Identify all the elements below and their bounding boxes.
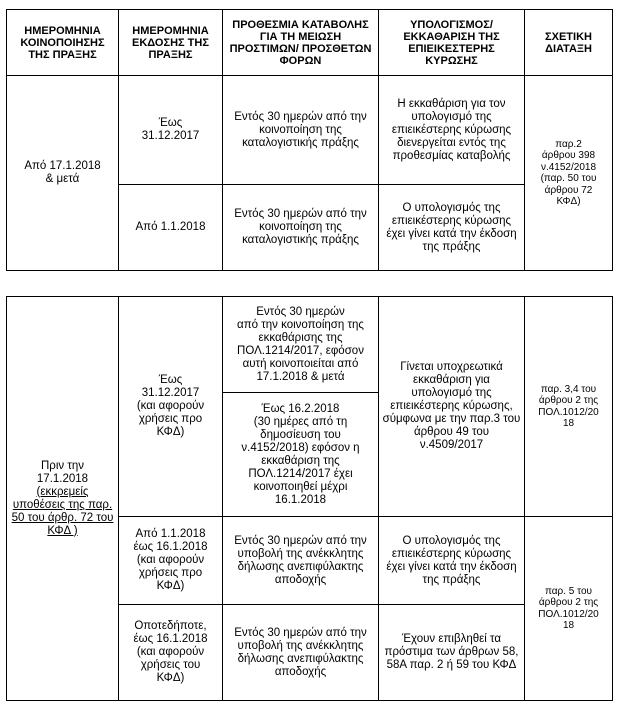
issue-date-cell: Οποτεδήποτε, έως 16.1.2018 (και αφορούν χρήσεις του ΚΦΔ) (119, 605, 223, 701)
issue-date-cell: Από 1.1.2018 (119, 185, 223, 271)
calculation-cell: Γίνεται υποχρεωτικά εκκαθάριση για υπολογισμό της επιεικέστερης κύρωσης, σύμφωνα με την παρ.3 του άρθρου 49 του ν.4509/2017 (379, 297, 525, 517)
calculation-cell: Η εκκαθάριση για τον υπολογισμό της επιεικέστερης κύρωσης διενεργείται εντός της προθεσμίας καταβολής (379, 76, 525, 185)
header-payment-deadline: ΠΡΟΘΕΣΜΙΑ ΚΑΤΑΒΟΛΗΣ ΓΙΑ ΤΗ ΜΕΙΩΣΗ ΠΡΟΣΤΙΜΩΝ/ ΠΡΟΣΘΕΤΩΝ ΦΟΡΩΝ (223, 10, 379, 76)
deadline-cell: Έως 16.2.2018 (30 ημέρες από τη δημοσίευση του ν.4152/2018) εφόσον η εκκαθάριση της ΠΟΛ.1214/2017 έχει κοινοποιηθεί μέχρι 16.1.2018 (223, 393, 379, 517)
penalty-table-after (6, 9, 613, 271)
provision-cell: παρ.2 άρθρου 398 ν.4152/2018 (παρ. 50 του άρθρου 72 ΚΦΔ) (525, 76, 613, 271)
deadline-cell: Εντός 30 ημερών από την κοινοποίηση της εκκαθάρισης της ΠΟΛ.1214/2017, εφόσον αυτή κοινοποιείται από 17.1.2018 & μετά (223, 297, 379, 393)
notification-date-cell: Από 17.1.2018 & μετά (7, 76, 119, 271)
deadline-cell: Εντός 30 ημερών από την υποβολή της ανέκκλητης δήλωσης ανεπιφύλακτης αποδοχής (223, 517, 379, 605)
calculation-cell: Έχουν επιβληθεί τα πρόστιμα των άρθρων 58, 58Α παρ. 2 ή 59 του ΚΦΔ (379, 605, 525, 701)
notification-date-text: Πριν την 17.1.2018 (36, 459, 89, 485)
table-row (7, 76, 613, 185)
issue-date-cell: Έως 31.12.2017 (και αφορούν χρήσεις προ ΚΦΔ) (119, 297, 223, 517)
header-notification-date: ΗΜΕΡΟΜΗΝΙΑ ΚΟΙΝΟΠΟΙΗΣΗΣ ΤΗΣ ΠΡΑΞΗΣ (7, 10, 119, 76)
table-row (7, 297, 613, 393)
calculation-cell: Ο υπολογισμός της επιεικέστερης κύρωσης έχει γίνει κατά την έκδοση της πράξης (379, 185, 525, 271)
table-header-row (7, 10, 613, 76)
header-issue-date: ΗΜΕΡΟΜΗΝΙΑ ΕΚΔΟΣΗΣ ΤΗΣ ΠΡΑΞΗΣ (119, 10, 223, 76)
header-provision: ΣΧΕΤΙΚΗ ΔΙΑΤΑΞΗ (525, 10, 613, 76)
deadline-cell: Εντός 30 ημερών από την υποβολή της ανέκκλητης δήλωσης ανεπιφύλακτης αποδοχής (223, 605, 379, 701)
pending-cases-note: (εκκρεμείς υποθέσεις της παρ. 50 του άρθρ. 72 του ΚΦΔ ) (11, 485, 114, 537)
issue-date-cell: Από 1.1.2018 έως 16.1.2018 (και αφορούν χρήσεις προ ΚΦΔ) (119, 517, 223, 605)
header-calculation: ΥΠΟΛΟΓΙΣΜΟΣ/ ΕΚΚΑΘΑΡΙΣΗ ΤΗΣ ΕΠΙΕΙΚΕΣΤΕΡΗΣ ΚΥΡΩΣΗΣ (379, 10, 525, 76)
notification-date-cell (7, 297, 119, 701)
issue-date-cell: Έως 31.12.2017 (119, 76, 223, 185)
calculation-cell: Ο υπολογισμός της επιεικέστερης κύρωσης έχει γίνει κατά την έκδοση της πράξης (379, 517, 525, 605)
penalty-table-before (6, 296, 613, 701)
deadline-cell: Εντός 30 ημερών από την κοινοποίηση της καταλογιστικής πράξης (223, 185, 379, 271)
deadline-cell: Εντός 30 ημερών από την κοινοποίηση της καταλογιστικής πράξης (223, 76, 379, 185)
provision-cell: παρ. 3,4 του άρθρου 2 της ΠΟΛ.1012/20 18 (525, 297, 613, 517)
provision-cell: παρ. 5 του άρθρου 2 της ΠΟΛ.1012/20 18 (525, 517, 613, 701)
